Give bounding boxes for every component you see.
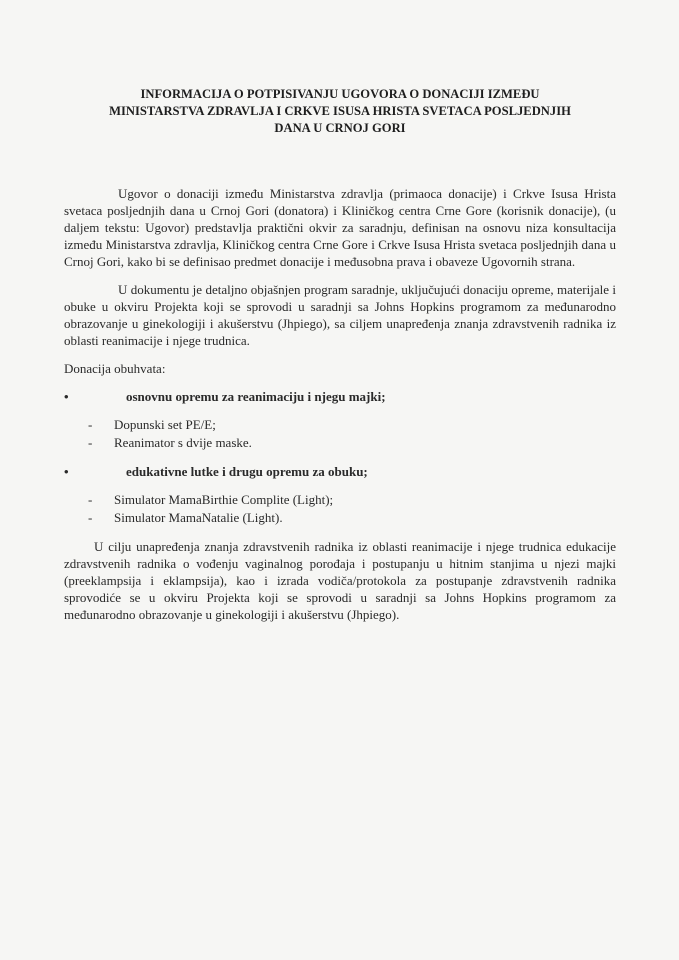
list-item-text: Simulator MamaBirthie Complite (Light); (114, 492, 334, 507)
bullet-heading: osnovnu opremu za reanimaciju i njegu majki; (126, 389, 386, 404)
bullet-item (64, 388, 616, 405)
list-item (64, 509, 616, 527)
dash-icon: - (88, 510, 93, 525)
paragraph-education: U cilju unapređenja znanja zdravstvenih radnika iz oblasti reanimacije i njege trudnica edukacije zdravstvenih radnika o vođenju vaginalnog porođaja i postupanju u hitnim stanjima u njezi majki (preeklampsija i eklampsija), kao i izrada vodiča/protokola za postupanje zdravstvenih radnika sprovodiće se u okviru Projekta koji se sprovodi u saradnji sa Johns Hopkins programom za međunarodno obrazovanje u ginekologiji i akušerstvu (Jhpiego). (64, 539, 616, 622)
title-line: MINISTARSTVA ZDRAVLJA I CRKVE ISUSA HRISTA SVETACA POSLJEDNJIH (109, 104, 571, 118)
sub-list (64, 491, 616, 527)
paragraph-intro: Ugovor o donaciji između Ministarstva zdravlja (primaoca donacije) i Crkve Isusa Hrista svetaca posljednjih dana u Crnoj Gori (donatora) i Kliničkog centra Crne Gore (korisnik donacije), (u daljem tekstu: Ugovor) predstavlja praktični okvir za saradnju, definisan na osnovu niza konsultacija između Ministarstva zdravlja, Kliničkog centra Crne Gore i Crkve Isusa Hrista svetaca posljednjih dana u Crnoj Gori, kako bi se definisao predmet donacije i međusobna prava i obaveze Ugovornih strana. (64, 186, 616, 269)
document-page (64, 86, 616, 623)
list-item (64, 434, 616, 452)
bullet-icon: • (64, 464, 69, 479)
title-line: INFORMACIJA O POTPISIVANJU UGOVORA O DONACIJI IZMEĐU (140, 87, 540, 101)
list-item-text: Simulator MamaNatalie (Light). (114, 510, 283, 525)
bullet-icon: • (64, 389, 69, 404)
list-item (64, 491, 616, 509)
list-item-text: Reanimator s dvije maske. (114, 435, 252, 450)
list-item (64, 416, 616, 434)
bullet-item (64, 463, 616, 480)
bullet-heading: edukativne lutke i drugu opremu za obuku; (126, 464, 368, 479)
dash-icon: - (88, 417, 93, 432)
document-title (64, 86, 616, 137)
dash-icon: - (88, 492, 93, 507)
list-item-text: Dopunski set PE/E; (114, 417, 216, 432)
dash-icon: - (88, 435, 93, 450)
donation-lead: Donacija obuhvata: (64, 361, 166, 376)
sub-list (64, 416, 616, 452)
title-line: DANA U CRNOJ GORI (274, 121, 406, 135)
paragraph-program: U dokumentu je detaljno objašnjen program saradnje, uključujući donaciju opreme, materijale i obuke u okviru Projekta koji se sprovodi u saradnji sa Johns Hopkins programom za međunarodno obrazovanje u ginekologiji i akušerstvu (Jhpiego), sa ciljem unapređenja znanja zdravstvenih radnika iz oblasti reanimacije i njege trudnica. (64, 282, 616, 348)
